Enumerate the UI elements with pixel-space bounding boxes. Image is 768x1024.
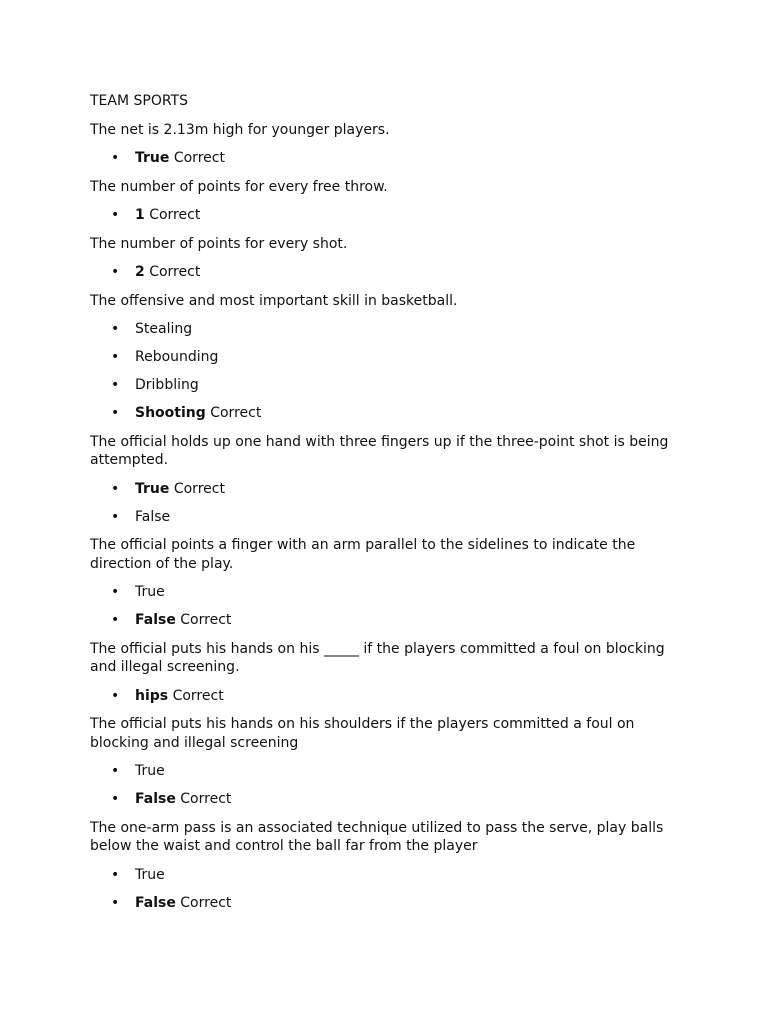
correct-mark: Correct xyxy=(180,612,232,628)
answer-label: 2 xyxy=(135,264,145,280)
answer-option xyxy=(90,762,678,781)
question-text: The one-arm pass is an associated technique utilized to pass the serve, play balls below the waist and control the ball far from the player xyxy=(90,819,664,854)
question-text: The official puts his hands on his _____ if the players committed a foul on blocking and illegal screening. xyxy=(90,640,665,675)
answer-label: Dribbling xyxy=(135,377,199,393)
answer-label: True xyxy=(135,150,170,166)
answer-option xyxy=(90,149,678,168)
question-text: The official holds up one hand with three fingers up if the three-point shot is being attempted. xyxy=(90,433,669,468)
answer-label: True xyxy=(135,584,165,600)
answer-option xyxy=(90,263,678,282)
correct-mark: Correct xyxy=(172,687,224,704)
question-text: The offensive and most important skill in basketball. xyxy=(90,292,458,309)
document-title: TEAM SPORTS xyxy=(90,93,188,109)
answer-label: False xyxy=(135,791,176,807)
answer-list xyxy=(90,762,678,809)
question-text: The number of points for every free throw. xyxy=(90,178,388,195)
question-text: The official puts his hands on his shoulders if the players committed a foul on blocking and illegal screening xyxy=(90,716,635,751)
answer-list xyxy=(90,687,678,706)
answer-label: Stealing xyxy=(135,321,193,337)
answer-label: False xyxy=(135,508,171,525)
answer-label: hips xyxy=(135,687,169,704)
correct-mark: Correct xyxy=(173,480,225,497)
answer-option xyxy=(90,790,678,809)
answer-label: 1 xyxy=(135,207,145,223)
answer-list xyxy=(90,149,678,168)
answer-label: Shooting xyxy=(135,405,206,421)
correct-mark: Correct xyxy=(149,207,201,223)
question-text: The official points a finger with an arm parallel to the sidelines to indicate the direction of the play. xyxy=(90,537,636,572)
correct-mark: Correct xyxy=(173,150,225,166)
answer-option xyxy=(90,480,678,499)
correct-mark: Correct xyxy=(180,791,232,807)
answer-list xyxy=(90,206,678,225)
answer-label: True xyxy=(135,480,170,497)
answer-label: False xyxy=(135,612,176,628)
answer-option xyxy=(90,866,678,885)
answer-option xyxy=(90,206,678,225)
correct-mark: Correct xyxy=(149,264,201,280)
answer-option xyxy=(90,894,678,913)
answer-list xyxy=(90,866,678,913)
answer-option xyxy=(90,687,678,706)
question-list xyxy=(90,121,678,913)
answer-list xyxy=(90,320,678,423)
question-text: The number of points for every shot. xyxy=(90,235,348,252)
answer-list xyxy=(90,583,678,630)
answer-option xyxy=(90,376,678,395)
correct-mark: Correct xyxy=(180,894,232,911)
question-text: The net is 2.13m high for younger players. xyxy=(90,121,390,138)
answer-label: False xyxy=(135,894,176,911)
answer-option xyxy=(90,583,678,602)
answer-label: True xyxy=(135,763,165,779)
correct-mark: Correct xyxy=(210,405,262,421)
answer-option xyxy=(90,404,678,423)
answer-list xyxy=(90,480,678,527)
answer-option xyxy=(90,320,678,339)
answer-list xyxy=(90,263,678,282)
answer-option xyxy=(90,508,678,527)
answer-option xyxy=(90,348,678,367)
answer-option xyxy=(90,611,678,630)
answer-label: Rebounding xyxy=(135,349,219,365)
answer-label: True xyxy=(135,866,165,883)
